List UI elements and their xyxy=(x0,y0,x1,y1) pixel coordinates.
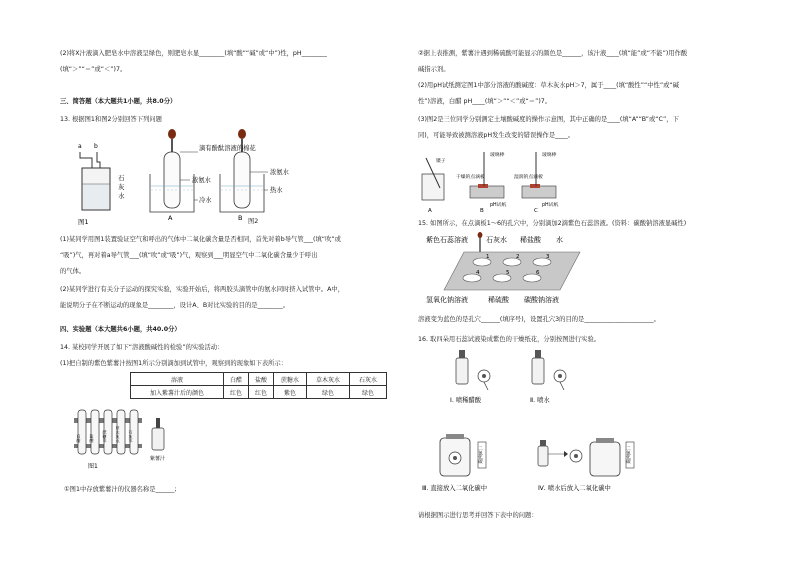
figure1-tube-rack xyxy=(72,404,172,480)
q13-2-line1: (2)某同学进行有关分子运动的探究实验，实验开始后，将两胶头滴管中的氨水同时挤入试管中。A中， xyxy=(60,286,344,293)
tube-label-ash: 草木灰水 xyxy=(115,426,121,443)
figure2-ammonia-diffusion xyxy=(140,124,330,228)
well-number-2: 2 xyxy=(516,254,520,260)
table-header-cell: 盐酸 xyxy=(249,373,274,386)
table-header-cell: 溶液 xyxy=(131,373,224,386)
q14-1b-line2: 碱指示剂。 xyxy=(418,66,450,73)
label-tube-B: B xyxy=(238,214,243,222)
section-4-heading: 四、实验题（本大题共6小题，共40.0分） xyxy=(60,326,181,333)
spot-plate-figure xyxy=(424,232,584,306)
section-3-heading: 三、简答题（本大题共1小题，共8.0分） xyxy=(60,98,177,105)
q16-prompt: 请根据图示进行思考并回答下表中的问题： xyxy=(418,512,538,519)
label-wet-plate: 湿润的点滴板 xyxy=(514,175,543,180)
option-C: C xyxy=(534,208,538,214)
label-ph-paper-1: pH试纸 xyxy=(490,203,507,208)
co2-label-2: 二氧化碳 xyxy=(625,446,631,464)
q13-title: 13. 根据图1和图2分别回答下列问题 xyxy=(60,116,162,123)
q16-title: 16. 取四朵用石蕊试液染成紫色的干燥纸花，分别按图进行实验。 xyxy=(418,336,601,343)
option-B: B xyxy=(480,208,484,214)
label-dry-plate: 干燥的点滴板 xyxy=(456,175,485,180)
co2-label-1: 二氧化碳 xyxy=(477,446,483,464)
label-b: b xyxy=(94,143,98,150)
q14-3-line1: (3)图2是三位同学分别测定土壤酸碱度的操作示意图，其中正确的是____(填“A”“B”或“C”，下 xyxy=(418,116,679,123)
experiment-III-label: Ⅲ. 直接放入二氧化碳中 xyxy=(422,485,488,492)
table-row xyxy=(131,373,387,386)
q14-1b-line1: ②据上表推测，紫薯汁遇到稀硫酸可能显示的颜色是______，该汁液____(填“能”或“不能”)用作酸 xyxy=(418,50,688,57)
figure1-caption: 图1 xyxy=(78,218,89,226)
q14-3-line2: 同)，可能导致被测溶液pH发生改变的错误操作是____。 xyxy=(418,132,575,139)
table-header-cell: 白醋 xyxy=(224,373,249,386)
label-cold-water: 冷水 xyxy=(199,197,212,204)
plate-label-hcl: 稀盐酸 xyxy=(520,236,541,244)
table-cell: 红色 xyxy=(224,386,249,399)
plate-label-limewater: 石灰水 xyxy=(486,236,507,244)
tube-label-lime: 石灰水 xyxy=(128,430,134,443)
figure2-caption-text: 图2 xyxy=(248,218,259,225)
label-glass-rod-1: 玻璃棒 xyxy=(490,153,505,158)
label-ph-paper-2: pH试纸 xyxy=(542,203,559,208)
dropper-label: 紫薯汁 xyxy=(150,456,166,462)
q12-part2-line1: (2)将X汁液滴入肥皂水中溶液呈绿色，则肥皂水显________(填“酸”“碱”或“中”)性，pH________ xyxy=(60,50,327,57)
label-tube-A: A xyxy=(168,214,173,222)
plate-label-h2so4: 稀硫酸 xyxy=(488,296,509,304)
q14-2-line2: 性”)溶液，白醋 pH____(填“＞”“＜”或“＝”)7。 xyxy=(418,98,552,105)
table-cell: 加入紫薯汁后的颜色 xyxy=(131,386,224,399)
label-ammonia-a: 浓氨水 xyxy=(192,177,211,184)
well-number-1: 1 xyxy=(486,254,490,260)
experiment-II-figure xyxy=(526,346,586,408)
label-tweezers: 镊子 xyxy=(436,159,446,164)
experiment-I-label: Ⅰ. 喷稀醋酸 xyxy=(450,397,482,404)
table-header-cell: 草木灰水 xyxy=(307,373,350,386)
limewater-char-3: 水 xyxy=(118,192,125,200)
experiment-III-figure xyxy=(422,432,522,498)
ph-test-figure xyxy=(418,148,568,214)
q15-answer-line: 溶液变为蓝色的是孔穴______(填序号)，设置孔穴3的目的是______________________。 xyxy=(418,316,660,323)
well-number-4: 4 xyxy=(476,270,480,276)
limewater-char-1: 石 xyxy=(118,174,125,182)
plate-label-na2co3: 碳酸钠溶液 xyxy=(524,296,559,304)
table-cell: 绿色 xyxy=(307,386,350,399)
label-ammonia-b: 浓氨水 xyxy=(270,169,289,176)
tube-figure-caption: 图1 xyxy=(88,463,98,470)
table-cell: 紫色 xyxy=(274,386,307,399)
experiment-IV-figure xyxy=(536,432,646,498)
table-header-cell: 蔗糖水 xyxy=(274,373,307,386)
label-hot-water: 热水 xyxy=(270,187,283,194)
plate-label-litmus-1: 紫色石蕊溶液 xyxy=(426,236,468,244)
well-number-6: 6 xyxy=(536,270,540,276)
well-number-5: 5 xyxy=(506,270,510,276)
tube-label-sucrose: 蔗糖水 xyxy=(102,430,108,443)
plate-label-water: 水 xyxy=(556,236,563,244)
label-glass-rod-2: 玻璃棒 xyxy=(542,153,557,158)
q13-1-line3: 的气体。 xyxy=(60,268,86,275)
experiment-II-label: Ⅱ. 喷水 xyxy=(530,397,550,404)
q13-1-line2: “吸”)气，再对着a导气管___(填“吹”或“吸”)气，观察到___明显空气中二氧化碳含量少于呼出 xyxy=(60,252,318,259)
well-number-3: 3 xyxy=(546,254,550,260)
color-results-table xyxy=(130,372,387,399)
experiment-IV-label: Ⅳ. 喷水后放入二氧化碳中 xyxy=(538,485,611,492)
q14-1-subq: ①图1中存放紫薯汁的仪器名称是______; xyxy=(64,486,177,493)
q12-part2-line2: (填“＞”“＝”或“＜”)7。 xyxy=(60,66,127,73)
table-row xyxy=(131,386,387,399)
figure1-limewater-apparatus xyxy=(70,128,140,228)
label-drop-phenolphthalein: 滴有酚酞溶液的棉花 xyxy=(199,145,256,152)
q14-title: 14. 某校同学开展了如下“溶液酸碱性的检验”的实验活动： xyxy=(60,344,224,351)
tube-label-vinegar: 白醋 xyxy=(76,434,82,443)
table-header-cell: 石灰水 xyxy=(350,373,387,386)
tube-label-hcl: 盐酸 xyxy=(89,434,95,443)
plate-label-naoh: 氢氧化钠溶液 xyxy=(426,296,468,304)
q15-title: 15. 如图所示，在点滴板1～6的孔穴中，分别滴加2滴紫色石蕊溶液。(资料：碳酸钠溶液显碱性) xyxy=(418,220,687,227)
label-a: a xyxy=(78,143,82,150)
q14-1-intro: (1)把自制的紫色紫薯汁按图1所示分别滴加到试管中，观察到的现象如下表所示： xyxy=(60,360,288,367)
q14-2-line1: (2)用pH试纸测定图1中部分溶液的酸碱度：草木灰水pH＞7，属于____(填“酸性”“中性”或“碱 xyxy=(418,82,679,89)
option-A: A xyxy=(428,208,432,214)
q13-2-line2: 能说明分子在不断运动的现象是________，设计A、B对比实验的目的是________。 xyxy=(60,302,290,309)
q13-1-line1: (1)某同学用图1装置验证空气和呼出的气体中二氧化碳含量是否相同，首先对着b导气管___(填“吹”或 xyxy=(60,236,341,243)
table-cell: 红色 xyxy=(249,386,274,399)
table-cell: 绿色 xyxy=(350,386,387,399)
limewater-char-2: 灰 xyxy=(118,183,125,191)
experiment-I-figure xyxy=(450,346,510,408)
